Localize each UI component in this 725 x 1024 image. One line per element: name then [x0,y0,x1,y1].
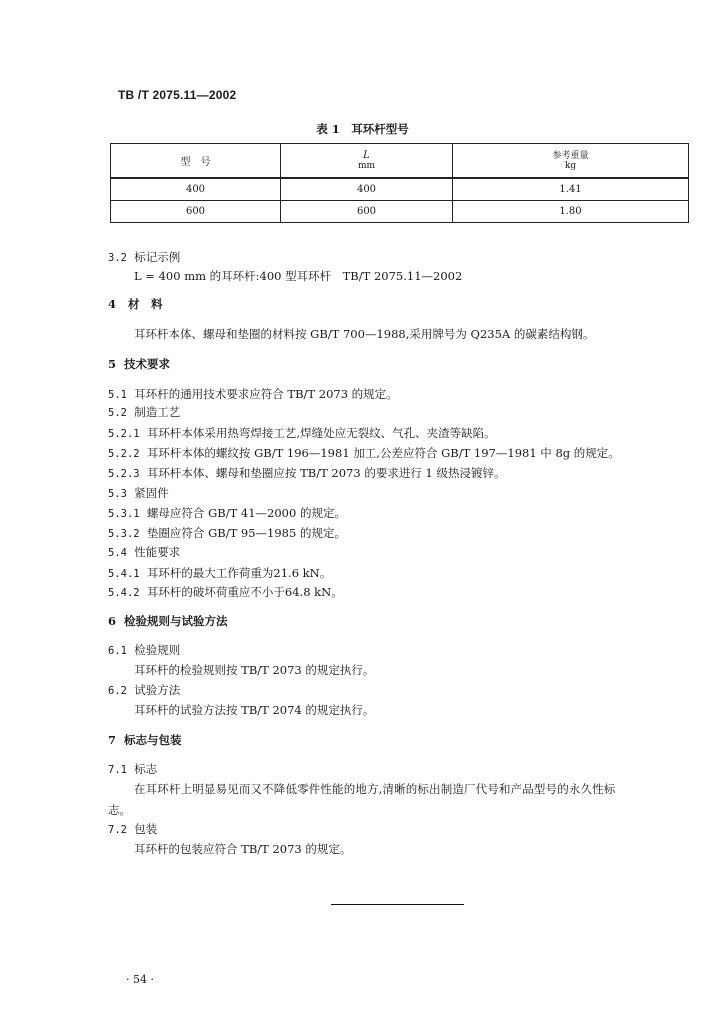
clause-6-1-body: 耳环杆的检验规则按 TB/T 2073 的规定执行。 [134,663,375,677]
table-cell: 600 [111,201,281,223]
clause-5-2-2: 5.2.2 耳环杆本体的螺纹按 GB/T 196—1981 加工,公差应符合 GB/T 197—1981 中 8g 的规定。 [108,446,620,460]
clause-6-2-body: 耳环杆的试验方法按 TB/T 2074 的规定执行。 [134,703,375,717]
section-4-body: 耳环杆本体、螺母和垫圈的材料按 GB/T 700—1988,采用牌号为 Q235A 的碳素结构钢。 [134,327,595,341]
clause-5-1: 5.1 耳环杆的通用技术要求应符合 TB/T 2073 的规定。 [108,387,398,401]
table-cell: 1.41 [453,178,689,201]
table-row [111,201,689,223]
clause-5-4: 5.4 性能要求 [108,545,181,559]
section-5-heading: 5 技术要求 [108,357,171,371]
clause-5-3: 5.3 紧固件 [108,486,169,500]
clause-7-1-body-line1: 在耳环杆上明显易见而又不降低零件性能的地方,清晰的标出制造厂代号和产品型号的永久性标 [134,782,616,796]
clause-5-2: 5.2 制造工艺 [108,405,181,419]
section-3-2-body: L = 400 mm 的耳环杆:400 型耳环杆 TB/T 2075.11—2002 [134,269,463,283]
clause-7-1-body-line2: 志。 [108,803,131,817]
page-number: · 54 · [126,973,154,986]
clause-5-3-1: 5.3.1 螺母应符合 GB/T 41—2000 的规定。 [108,506,346,520]
header-label: 型 号 [180,157,211,168]
table-cell: 400 [281,178,453,201]
header-unit: mm [357,160,376,171]
model-table [110,143,689,223]
clause-6-2: 6.2 试验方法 [108,683,181,697]
section-6-heading: 6 检验规则与试验方法 [108,614,228,628]
header-unit: kg [564,160,577,171]
clause-7-2: 7.2 包装 [108,822,158,836]
clause-5-2-3: 5.2.3 耳环杆本体、螺母和垫圈应按 TB/T 2073 的要求进行 1 级热浸镀锌。 [108,466,506,480]
clause-7-2-body: 耳环杆的包装应符合 TB/T 2073 的规定。 [134,842,352,856]
table-cell: 1.80 [453,201,689,223]
header-label: L [363,149,370,161]
table-header-cell [453,144,689,179]
table-header-row [111,144,689,179]
section-3-2-heading: 3.2 标记示例 [108,250,181,264]
table-cell: 400 [111,178,281,201]
table-caption: 表 1 耳环杆型号 [316,122,409,136]
table-cell: 600 [281,201,453,223]
table-header-cell [281,144,453,179]
clause-5-3-2: 5.3.2 垫圈应符合 GB/T 95—1985 的规定。 [108,526,346,540]
section-7-heading: 7 标志与包装 [108,733,182,747]
clause-5-4-1: 5.4.1 耳环杆的最大工作荷重为21.6 kN。 [108,566,332,580]
section-4-heading: 4 材 料 [108,297,163,311]
clause-5-4-2: 5.4.2 耳环杆的破坏荷重应不小于64.8 kN。 [108,585,343,599]
end-rule [331,904,464,905]
clause-5-2-1: 5.2.1 耳环杆本体采用热弯焊接工艺,焊缝处应无裂纹、气孔、夹渣等缺陷。 [108,426,496,440]
table-header-cell [111,144,281,179]
header-label: 参考重量 [552,150,589,161]
clause-7-1: 7.1 标志 [108,762,158,776]
standard-code: TB /T 2075.11—2002 [118,88,237,102]
table-row [111,178,689,201]
clause-6-1: 6.1 检验规则 [108,643,181,657]
